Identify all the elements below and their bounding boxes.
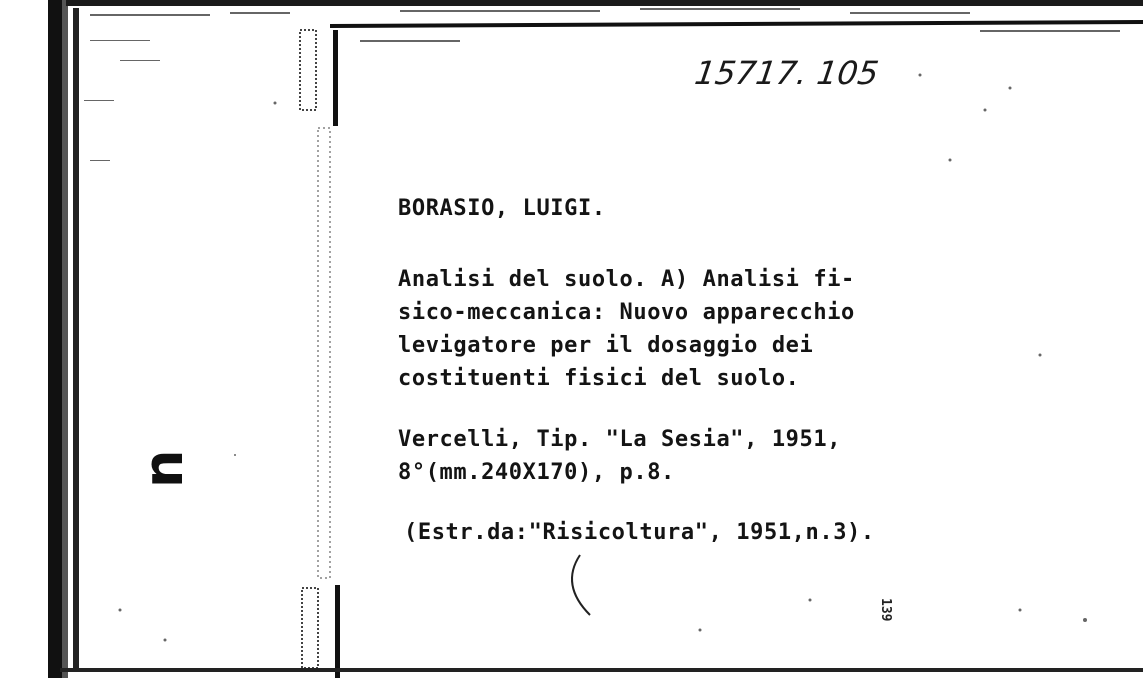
top-border (66, 0, 1143, 6)
inner-top-line (330, 22, 1143, 26)
card-tab-bottom (335, 585, 340, 678)
margin-number: 139 (878, 598, 893, 622)
left-rule (73, 8, 79, 670)
card-tab-top (333, 30, 338, 126)
author-heading: BORASIO, LUIGI. (398, 196, 606, 221)
left-scan-edge (48, 0, 62, 678)
title-line: levigatore per il dosaggio dei (398, 333, 814, 358)
imprint-line: 8°(mm.240X170), p.8. (398, 460, 675, 485)
binding-strip (300, 30, 330, 668)
bottom-border (60, 668, 1143, 672)
title-line: sico-meccanica: Nuovo apparecchio (398, 300, 855, 325)
hand-parenthesis-mark (572, 555, 590, 615)
left-scan-edge-shadow (62, 0, 68, 678)
side-mark: n (132, 449, 195, 488)
imprint-line: Vercelli, Tip. "La Sesia", 1951, (398, 427, 842, 452)
title-line: Analisi del suolo. A) Analisi fi- (398, 267, 855, 292)
title-line: costituenti fisici del suolo. (398, 366, 800, 391)
handwritten-number: 15717. 105 (692, 54, 881, 92)
extract-note: (Estr.da:"Risicoltura", 1951,n.3). (404, 520, 875, 545)
